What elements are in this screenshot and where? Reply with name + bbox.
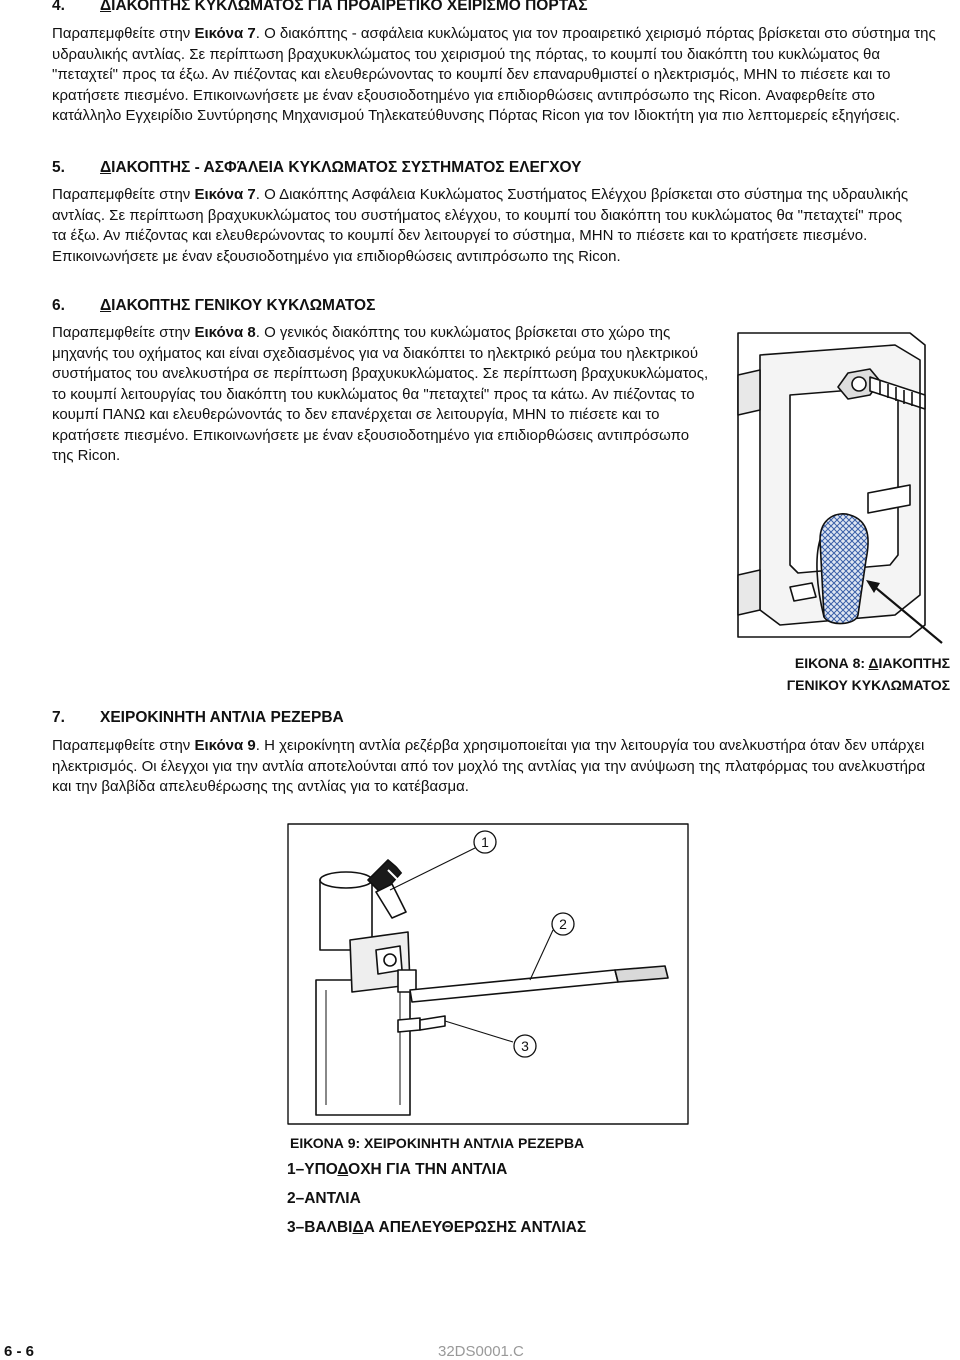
figure-ref: Εικόνα 9 xyxy=(194,737,256,754)
section-title: ΔΙΑΚΟΠΤΗΣ ΚΥΚΛΩΜΑΤΟΣ ΓΙΑ ΠΡΟΑΙΡΕΤΙΚΟ ΧΕΙΡΙΣΜΟ ΠΟΡΤΑΣ xyxy=(100,0,588,14)
section-title: ΧΕΙΡΟΚΙΝΗΤΗ ΑΝΤΛΙΑ ΡΕΖΕΡΒΑ xyxy=(100,709,344,726)
section-7-body: Παραπεμφθείτε στην Εικόνα 9. Η χειροκίνητη αντλία ρεζέρβα χρησιμοποιείται για την λειτουργία του ανελκυστήρα όταν δεν υπάρχει ηλεκτρισμός. Οι έλεγχοι για την αντλία αποτελούνται από τον μοχλό της αντλίας για την ανύψωση της πλατφόρμας του ανελκυστήρα και την βαλβίδα απελευθέρωσης της αντλίας για το κατέβασμα. xyxy=(52,737,926,795)
legend-item: 1–ΥΠΟΔΟΧΗ ΓΙΑ ΤΗΝ ΑΝΤΛΙΑ xyxy=(287,1161,508,1178)
section-4-heading xyxy=(52,0,588,16)
section-6-body: Παραπεμφθείτε στην Εικόνα 8. Ο γενικός διακόπτης του κυκλώματος βρίσκεται στο χώρο της μηχανής του οχήματος και είναι σχεδιασμένος για να διακόπτει το ηλεκτρικό ρεύμα του ηλεκτρικού συστήματος του ανελκυστήρα σε περίπτωση βραχυκυκλώματος. Σε περίπτωση βραχυκυκλώματος, το κουμπί λειτουργίας του διακόπτη του κυκλώματος θα "πεταχτεί" προς τα κάτω. Αν πιέζοντας το κουμπί ΠΑΝΩ και ελευθερώνοντάς το δεν επανέρχεται σε λειτουργία, ΜΗΝ το πιέσετε και το κρατήσετε πιεσμένο. Επικοινωνήσετε με έναν εξουσιοδοτημένο για επιδιορθώσεις αντιπρόσωπο της Ricon. xyxy=(52,324,709,464)
callout-3-label: 3 xyxy=(521,1038,529,1054)
page-number: 6 - 6 xyxy=(4,1343,35,1360)
section-5-heading xyxy=(52,158,582,178)
figure-8-breaker-drawing xyxy=(720,325,950,645)
section-4-body: Παραπεμφθείτε στην Εικόνα 7. Ο διακόπτης - ασφάλεια κυκλώματος για τον προαιρετικό χειρισμό πόρτας βρίσκεται στο σύστημα της υδραυλικής αντλίας. Σε περίπτωση βραχυκυκλώματος του χειρισμού της πόρτας, το κουμπί του διακόπτη του κυκλώματος θα "πεταχτεί" προς τα έξω. Αν πιέζοντας και ελευθερώνοντας το κουμπί δεν επαναρυθμιστεί ο ηλεκτρισμός, ΜΗΝ το πιέσετε και το κρατήσετε πιεσμένο. Επικοινωνήσετε με έναν εξουσιοδοτημένο για επιδιορθώσεις αντιπρόσωπο της Ricon. Αναφερθείτε στο κατάλληλο Εγχειρίδιο Συντύρησης Μηχανισμού Τηλεκατεύθυνσης Πόρτας Ricon για τον Ιδιοκτήτη για πιο λεπτομερείς εξηγήσεις. xyxy=(52,25,936,124)
legend-item: 2–ΑΝΤΛΙΑ xyxy=(287,1190,361,1207)
figure-9-pump-drawing xyxy=(280,820,700,1130)
section-title: ΔΙΑΚΟΠΤΗΣ ΓΕΝΙΚΟΥ ΚΥΚΛΩΜΑΤΟΣ xyxy=(100,297,376,314)
figure-8-caption: ΕΙΚΟΝΑ 8: ΔΙΑΚΟΠΤΗΣ ΓΕΝΙΚΟΥ ΚΥΚΛΩΜΑΤΟΣ xyxy=(786,655,950,693)
figure-9-caption: ΕΙΚΟΝΑ 9: ΧΕΙΡΟΚΙΝΗΤΗ ΑΝΤΛΙΑ ΡΕΖΕΡΒΑ xyxy=(290,1135,585,1151)
document-id: 32DS0001.C xyxy=(438,1343,524,1360)
section-number: 5. xyxy=(52,159,65,176)
figure-ref: Εικόνα 7 xyxy=(194,25,256,42)
section-number: 4. xyxy=(52,0,65,14)
section-number: 7. xyxy=(52,709,65,726)
section-title: ΔΙΑΚΟΠΤΗΣ - ΑΣΦΆΛΕΙΑ ΚΥΚΛΩΜΑΤΟΣ ΣΥΣΤΗΜΑΤΟΣ ΕΛΕΓΧΟΥ xyxy=(100,159,582,176)
figure-ref: Εικόνα 7 xyxy=(194,186,256,203)
legend-item: 3–ΒΑΛΒΙΔΑ ΑΠΕΛΕΥΘΕΡΩΣΗΣ ΑΝΤΛΙΑΣ xyxy=(287,1219,587,1236)
section-6-heading xyxy=(52,296,375,316)
callout-2-label: 2 xyxy=(559,916,567,932)
callout-1-label: 1 xyxy=(481,834,489,850)
section-5-body: Παραπεμφθείτε στην Εικόνα 7. Ο Διακόπτης Ασφάλεια Κυκλώματος Συστήματος Ελέγχου βρίσκεται στο σύστημα της υδραυλικής αντλίας. Σε περίπτωση βραχυκυκλώματος του συστήματος ελέγχου, το κουμπί του διακόπτη του κυκλώματος θα "πεταχτεί" προς τα έξω. Αν πιέζοντας και ελευθερώνοντας το κουμπί δεν λειτουργεί το σύστημα, ΜΗΝ το πιέσετε και το κρατήσετε πιεσμένο. Επικοινωνήσετε με έναν εξουσιοδοτημένο για επιδιορθώσεις αντιπρόσωπο της Ricon. xyxy=(52,186,909,265)
figure-ref: Εικόνα 8 xyxy=(194,324,256,341)
section-number: 6. xyxy=(52,297,65,314)
section-7-heading xyxy=(52,708,344,728)
